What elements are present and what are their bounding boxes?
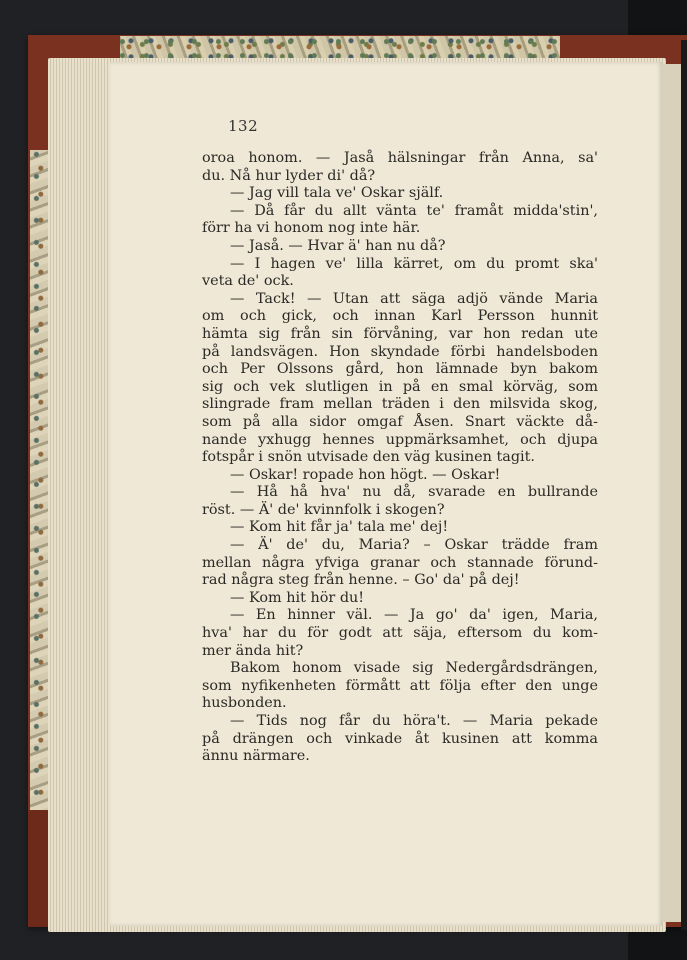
body-text: [202, 150, 598, 766]
text-line: på drängen och vinkade åt kusinen att komma: [202, 730, 598, 747]
text-line: veta de' ock.: [202, 273, 294, 290]
text-line: hva' har du för godt att säja, eftersom du kom-: [202, 625, 598, 642]
text-line: mellan några yfviga granar och stannade förund-: [202, 554, 598, 571]
text-line: slingrade fram mellan träden i den milsvida skog,: [202, 396, 598, 413]
text-line: nande yxhugg hennes uppmärksamhet, och djupa: [202, 431, 598, 448]
text-line: mer ända hit?: [202, 642, 304, 659]
text-line: och Per Olssons gård, hon lämnade byn bakom: [202, 361, 598, 378]
text-line: förr ha vi honom nog inte här.: [202, 220, 421, 237]
right-shadow: [681, 40, 687, 930]
text-line: på landsvägen. Hon skyndade förbi handelsboden: [202, 343, 598, 360]
text-line: du. Nå hur lyder di' då?: [202, 167, 376, 184]
text-line: — Kom hit får ja' tala me' dej!: [230, 519, 449, 536]
text-line: — En hinner väl. — Ja go' da' igen, Maria,: [230, 607, 598, 624]
text-line: röst. — Ä' de' kvinnfolk i skogen?: [202, 501, 445, 518]
text-line: hämta sig från sin förvåning, var hon redan ute: [202, 325, 598, 342]
text-line: — Kom hit hör du!: [230, 589, 365, 606]
text-line: — Ä' de' du, Maria? – Oskar trädde fram: [230, 537, 598, 554]
text-line: — Oskar! ropade hon högt. — Oskar!: [230, 466, 501, 483]
text-line: ännu närmare.: [202, 748, 310, 765]
text-line: — Tids nog får du höra't. — Maria pekade: [230, 713, 598, 729]
text-line: — I hagen ve' lilla kärret, om du promt ska': [230, 255, 598, 272]
text-line: — Jaså. — Hvar ä' han nu då?: [230, 237, 446, 254]
text-line: husbonden.: [202, 695, 287, 712]
text-line: — Tack! — Utan att säga adjö vände Maria: [230, 290, 598, 307]
text-line: Bakom honom visade sig Nedergårdsdrängen,: [230, 660, 598, 677]
text-line: — Jag vill tala ve' Oskar själf.: [230, 185, 444, 202]
page-number: 132: [228, 117, 259, 135]
text-line: sig och vek slutligen in på en smal körväg, som: [202, 378, 598, 395]
text-line: som på alla sidor omgaf Åsen. Snart väckte då-: [202, 413, 598, 430]
text-line: — Hå hå hva' nu då, svarade en bullrande: [230, 484, 598, 501]
text-line: om och gick, och innan Karl Persson hunnit: [202, 308, 598, 325]
text-line: — Då får du allt vänta te' framåt midda'stin',: [230, 202, 598, 219]
text-line: som nyfikenheten förmått att följa efter den unge: [202, 677, 598, 694]
text-line: rad några steg från henne. – Go' da' på dej!: [202, 572, 520, 589]
text-line: oroa honom. — Jaså hälsningar från Anna, sa': [202, 150, 598, 166]
text-line: fotspår i snön utvisade den väg kusinen tagit.: [202, 449, 535, 466]
